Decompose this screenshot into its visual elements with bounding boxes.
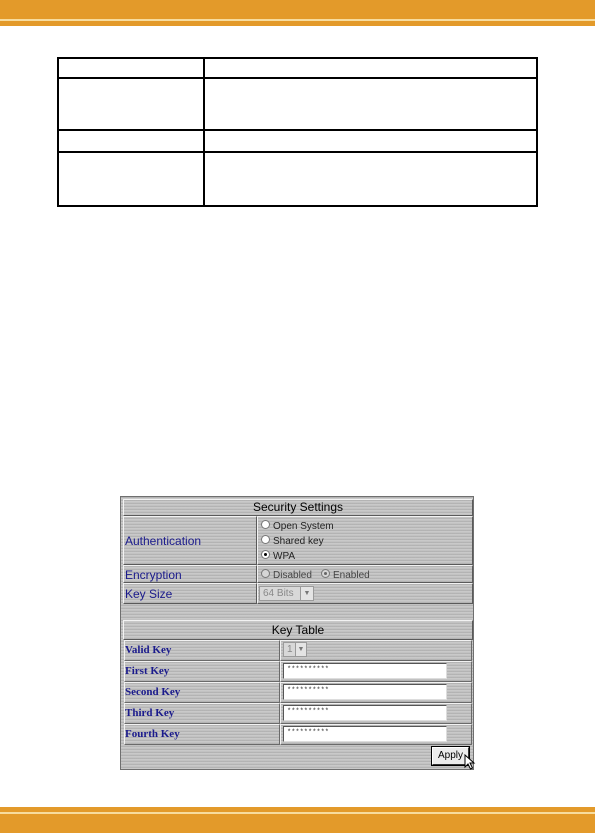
security-settings-title: Security Settings [252,500,344,514]
header-band [0,0,595,26]
fourth-key-input[interactable]: ********** [283,726,447,742]
encryption-label: Encryption [125,568,182,582]
second-key-label: Second Key [125,686,181,698]
auth-option-label: WPA [273,551,296,562]
radio-icon[interactable] [261,569,270,578]
footer-band [0,807,595,833]
key-table-title: Key Table [271,623,325,637]
encryption-option-disabled[interactable] [261,569,312,581]
auth-option-shared-key[interactable] [261,535,324,547]
valid-key-select[interactable] [283,642,307,657]
radio-icon[interactable] [261,535,270,544]
key-size-select[interactable] [259,586,314,601]
valid-key-value-cell [280,640,472,661]
mouse-cursor-icon [464,754,476,770]
third-key-label: Third Key [125,707,175,719]
first-key-label: First Key [125,665,170,677]
header-band-stripe [0,19,595,21]
first-key-input[interactable]: ********** [283,663,447,679]
encryption-option-label: Enabled [333,570,370,581]
auth-option-label: Open System [273,521,334,532]
security-settings-panel [120,496,474,770]
auth-option-wpa[interactable] [261,550,295,562]
table-cell [58,78,204,130]
auth-option-label: Shared key [273,536,324,547]
footer-band-stripe [0,812,595,814]
auth-option-open-system[interactable] [261,520,334,532]
table-cell [204,58,537,78]
valid-key-value: 1 [287,644,293,655]
table-cell [58,130,204,152]
authentication-label: Authentication [125,534,202,548]
document-table [57,57,538,207]
table-cell [204,78,537,130]
fourth-key-label: Fourth Key [125,728,180,740]
radio-selected-icon[interactable] [321,569,330,578]
third-key-input[interactable]: ********** [283,705,447,721]
key-size-label: Key Size [125,587,173,601]
encryption-option-enabled[interactable] [321,569,370,581]
table-cell [58,58,204,78]
second-key-input[interactable]: ********** [283,684,447,700]
table-cell [58,152,204,206]
table-cell [204,130,537,152]
dropdown-arrow-icon[interactable]: ▼ [300,587,313,600]
apply-button[interactable]: Apply [432,747,469,765]
valid-key-label: Valid Key [125,644,172,656]
key-size-value: 64 Bits [263,588,294,599]
table-cell [204,152,537,206]
encryption-option-label: Disabled [273,570,312,581]
radio-icon[interactable] [261,520,270,529]
dropdown-arrow-icon[interactable]: ▼ [295,643,306,656]
radio-selected-icon[interactable] [261,550,270,559]
